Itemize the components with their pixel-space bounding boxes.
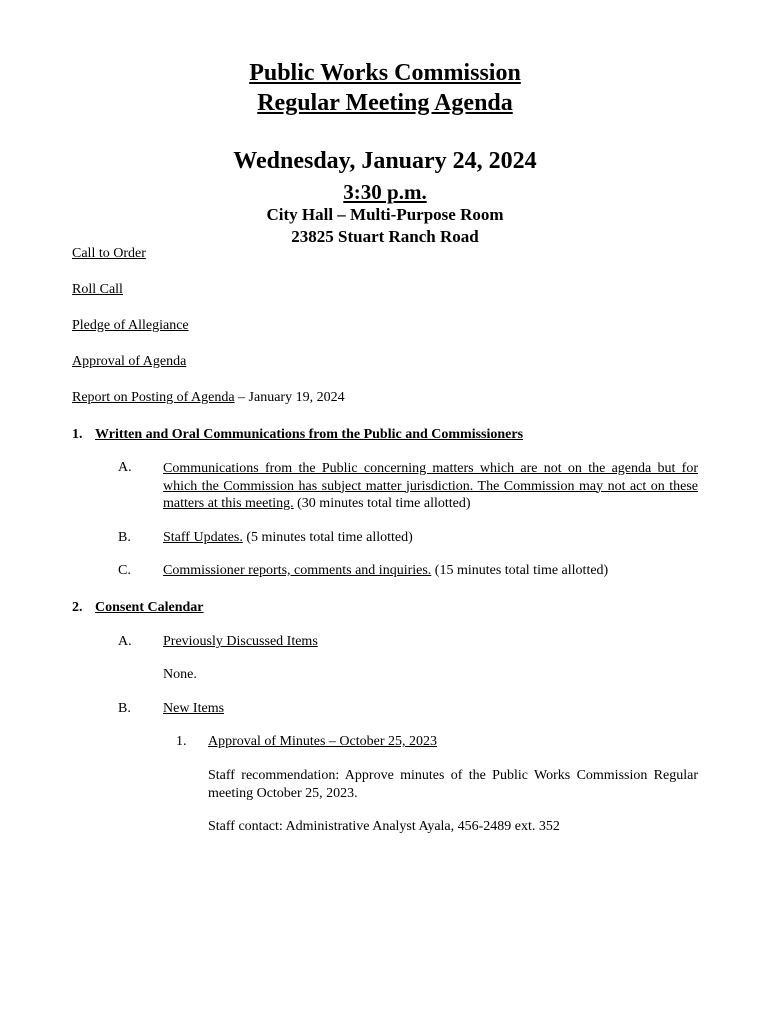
item-1-recommendation: Staff recommendation: Approve minutes of the Public Works Commission Regular meeting October 25, 2023. bbox=[208, 768, 698, 801]
section-1b-plain: (5 minutes total time allotted) bbox=[242, 530, 413, 545]
document-title: Public Works Commission bbox=[249, 60, 521, 86]
section-1b-text bbox=[163, 530, 413, 546]
roll-call: Roll Call bbox=[72, 282, 123, 297]
section-2b-label: New Items bbox=[163, 701, 225, 716]
item-1-title: Approval of Minutes – October 25, 2023 bbox=[208, 734, 438, 749]
section-1c-underlined: Commissioner reports, comments and inquiries. bbox=[163, 563, 432, 578]
section-1-heading bbox=[72, 427, 523, 443]
section-2-number: 2. bbox=[72, 600, 83, 615]
section-1c-plain: (15 minutes total time allotted) bbox=[431, 563, 609, 578]
item-1-contact: Staff contact: Administrative Analyst Ayala, 456-2489 ext. 352 bbox=[208, 819, 560, 834]
section-1a-underlined: Communications from the Public concerning matters which are not on the agenda but for which the Commission has subject matter jurisdiction. The Commission may not act on these matters at this meeting. bbox=[163, 461, 698, 511]
section-1a-text bbox=[163, 460, 698, 513]
section-1-title: Written and Oral Communications from the Public and Commissioners bbox=[95, 427, 524, 442]
section-1a-plain: (30 minutes total time allotted) bbox=[293, 496, 471, 511]
report-on-posting-date: – January 19, 2024 bbox=[234, 390, 345, 405]
section-2-title: Consent Calendar bbox=[95, 600, 204, 615]
section-1c-letter: C. bbox=[118, 563, 131, 578]
section-1b-underlined: Staff Updates. bbox=[163, 530, 243, 545]
pledge-of-allegiance: Pledge of Allegiance bbox=[72, 318, 189, 333]
call-to-order: Call to Order bbox=[72, 246, 146, 261]
section-1a-letter: A. bbox=[118, 460, 132, 475]
meeting-location: City Hall – Multi-Purpose Room bbox=[266, 205, 504, 224]
meeting-time: 3:30 p.m. bbox=[343, 180, 427, 204]
meeting-address: 23825 Stuart Ranch Road bbox=[291, 227, 479, 246]
section-1c-text bbox=[163, 563, 608, 579]
section-2-heading bbox=[72, 600, 204, 616]
document-subtitle: Regular Meeting Agenda bbox=[257, 90, 513, 116]
item-1-number: 1. bbox=[176, 734, 187, 749]
section-2a-none: None. bbox=[163, 667, 197, 682]
section-1-number: 1. bbox=[72, 427, 83, 442]
section-2a-label: Previously Discussed Items bbox=[163, 634, 318, 649]
meeting-date: Wednesday, January 24, 2024 bbox=[233, 148, 537, 174]
section-2a-letter: A. bbox=[118, 634, 132, 649]
approval-of-agenda: Approval of Agenda bbox=[72, 354, 187, 369]
report-on-posting-label: Report on Posting of Agenda bbox=[72, 390, 235, 405]
report-on-posting bbox=[72, 390, 345, 406]
section-2b-letter: B. bbox=[118, 701, 131, 716]
section-1b-letter: B. bbox=[118, 530, 131, 545]
